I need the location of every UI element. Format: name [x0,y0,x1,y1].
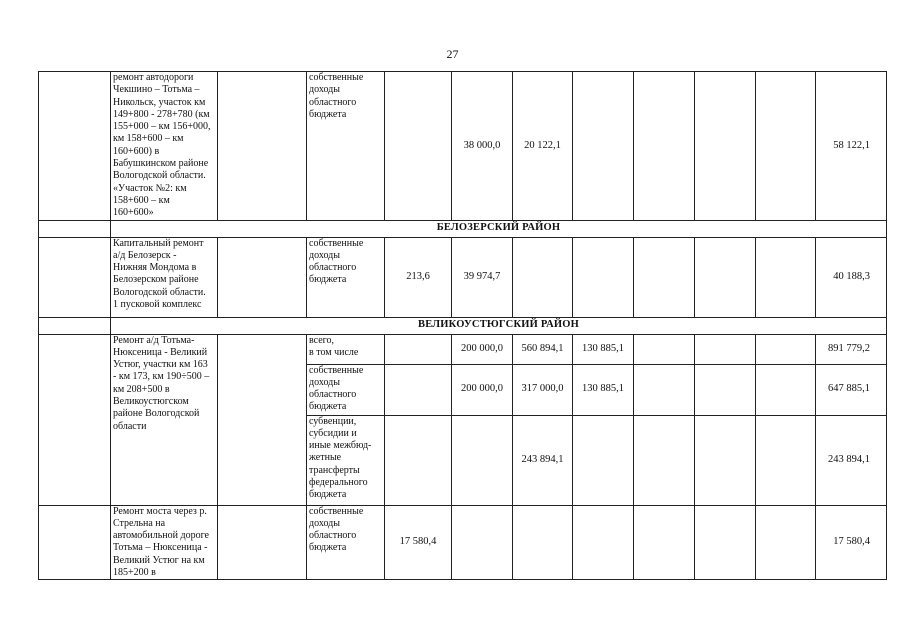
value-cell: 17 580,4 [385,505,452,580]
object-name-cell: Ремонт моста через р. Стрельна на автомобильной дороге Тотьма – Нюксеница - Великий Устюг на км 185+200 в [111,505,218,580]
empty-cell [218,237,307,317]
section-title: ВЕЛИКОУСТЮГСКИЙ РАЙОН [111,317,887,334]
index-cell [39,72,111,221]
table-row [39,505,887,580]
value-cell: 130 885,1 [573,364,634,415]
value-cell [695,334,756,364]
empty-cell [218,72,307,221]
value-cell: 213,6 [385,237,452,317]
funding-source-cell: собственные доходы областного бюджета [307,237,385,317]
funding-source-cell: собственные доходы областного бюджета [307,364,385,415]
index-cell [39,237,111,317]
value-cell [573,237,634,317]
value-cell [573,415,634,505]
value-cell: 38 000,0 [452,72,513,221]
value-cell: 200 000,0 [452,334,513,364]
value-cell: 317 000,0 [513,364,573,415]
value-cell [756,505,816,580]
table-row [39,334,887,364]
section-row [39,317,887,334]
funding-source-cell: собственные доходы областного бюджета [307,72,385,221]
budget-table [38,71,887,580]
value-cell [513,237,573,317]
value-cell [695,72,756,221]
total-cell: 17 580,4 [816,505,887,580]
object-name-cell: ремонт автодороги Чекшино – Тотьма – Никольск, участок км 149+800 - 278+780 (км 155+000 – км 156+000, км 158+600 – км 160+600) в Бабушкинском районе Вологодской области. «Участок №2: км 158+600 – км 160+600» [111,72,218,221]
value-cell [634,505,695,580]
index-cell [39,317,111,334]
value-cell [695,415,756,505]
total-cell: 40 188,3 [816,237,887,317]
total-cell: 891 779,2 [816,334,887,364]
value-cell [385,364,452,415]
value-cell [756,72,816,221]
index-cell [39,334,111,505]
value-cell [573,72,634,221]
value-cell: 20 122,1 [513,72,573,221]
total-cell: 647 885,1 [816,364,887,415]
value-cell [513,505,573,580]
index-cell [39,220,111,237]
value-cell [452,505,513,580]
empty-cell [218,505,307,580]
value-cell [385,334,452,364]
total-cell: 243 894,1 [816,415,887,505]
empty-cell [218,334,307,505]
value-cell [634,237,695,317]
index-cell [39,505,111,580]
page-number: 27 [446,47,459,61]
table-row [39,237,887,317]
value-cell [634,72,695,221]
table-row [39,72,887,221]
value-cell [756,364,816,415]
value-cell: 243 894,1 [513,415,573,505]
value-cell: 200 000,0 [452,364,513,415]
value-cell [573,505,634,580]
value-cell [385,72,452,221]
value-cell [756,334,816,364]
object-name-cell: Ремонт а/д Тотьма- Нюксеница - Великий Устюг, участки км 163 - км 173, км 190÷500 – км 208+500 в Великоустюгском районе Вологодской области [111,334,218,505]
value-cell [634,334,695,364]
value-cell [634,364,695,415]
section-row [39,220,887,237]
funding-source-cell: собственные доходы областного бюджета [307,505,385,580]
value-cell: 560 894,1 [513,334,573,364]
value-cell [756,415,816,505]
value-cell [452,415,513,505]
object-name-cell: Капитальный ремонт а/д Белозерск - Нижняя Мондома в Белозерском районе Вологодской области. 1 пусковой комплекс [111,237,218,317]
funding-source-cell: субвенции, субсидии и иные межбюд- жетные трансферты федерального бюджета [307,415,385,505]
value-cell [634,415,695,505]
value-cell [695,505,756,580]
value-cell [756,237,816,317]
total-cell: 58 122,1 [816,72,887,221]
section-title: БЕЛОЗЕРСКИЙ РАЙОН [111,220,887,237]
value-cell [695,364,756,415]
value-cell: 130 885,1 [573,334,634,364]
value-cell [695,237,756,317]
value-cell [385,415,452,505]
funding-source-cell: всего, в том числе [307,334,385,364]
value-cell: 39 974,7 [452,237,513,317]
